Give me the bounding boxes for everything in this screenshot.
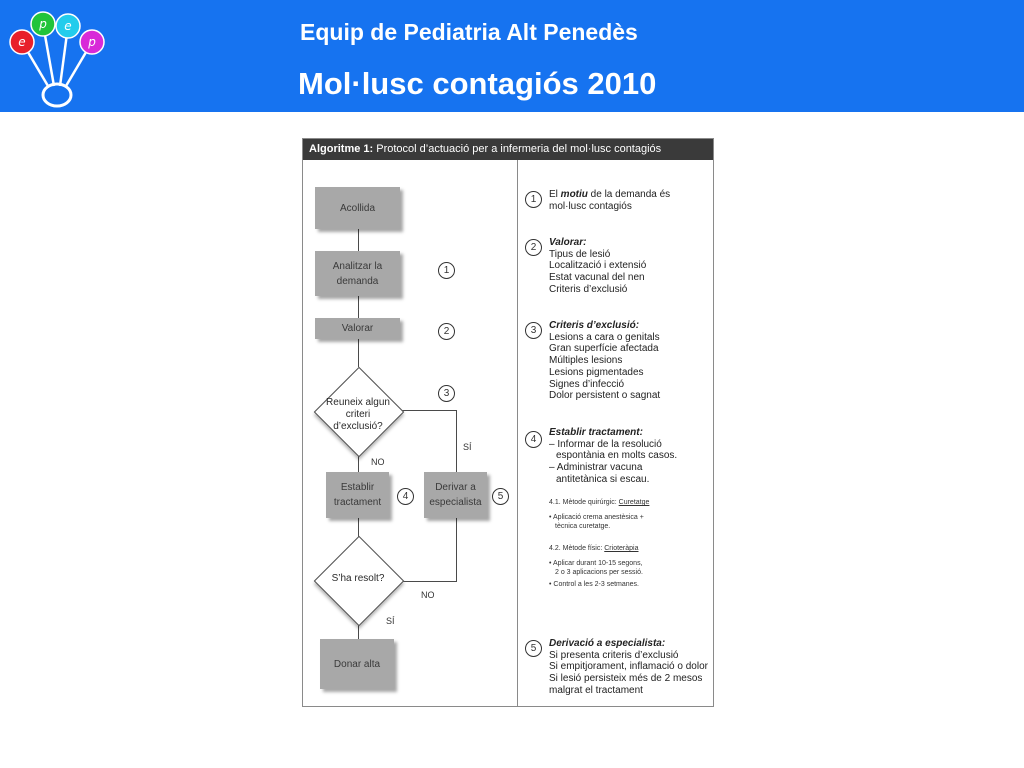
section-heading: Criteris d’exclusió: <box>549 320 640 331</box>
svg-text:e: e <box>18 35 26 49</box>
method-quirurgic <box>549 498 649 532</box>
algorithm-title-bar <box>303 139 713 160</box>
flow-box-analitzar: Analitzar la demanda <box>315 251 400 296</box>
step-number-1: 1 <box>438 262 455 279</box>
algorithm-document <box>302 138 714 707</box>
section-line: Lesions pigmentades <box>549 366 644 378</box>
section-line: espontània en molts casos. <box>556 450 678 462</box>
decision-text-resolt: S’ha resolt? <box>331 573 385 584</box>
label-si: SÍ <box>386 616 395 626</box>
motiu-pre: El <box>549 189 561 200</box>
section-line: antitetànica si escau. <box>556 473 650 485</box>
connector-line <box>358 296 359 318</box>
method-name: Crioteràpia <box>604 545 639 552</box>
section-line: Múltiples lesions <box>549 355 623 367</box>
section-line: – Informar de la resolució <box>549 438 662 450</box>
section-line: Lesions a cara o genitals <box>549 331 660 343</box>
section-line: Localització i extensió <box>549 260 647 272</box>
header-subtitle: Equip de Pediatria Alt Penedès <box>300 19 638 45</box>
connector-line <box>358 339 359 367</box>
method-fisic <box>549 544 643 589</box>
section-derivacio <box>549 638 708 697</box>
section-line: – Administrar vacuna <box>549 462 643 474</box>
flow-box-establir: Establir tractament <box>326 472 389 518</box>
method-line: 2 o 3 aplicacions per sessió. <box>555 569 643 576</box>
method-name: Curetatge <box>618 499 650 506</box>
step-number-2: 2 <box>525 239 542 256</box>
step-number-4: 4 <box>397 488 414 505</box>
motiu-post: de la demanda és <box>587 189 671 200</box>
section-line: Criteris d’exclusió <box>549 283 628 295</box>
connector-line <box>358 229 359 251</box>
page-title: Mol·lusc contagiós 2010 <box>298 66 657 101</box>
step-number-1: 1 <box>525 191 542 208</box>
motiu-bold: motiu <box>560 189 588 200</box>
step-number-3: 3 <box>438 385 455 402</box>
connector-line <box>358 625 359 639</box>
connector-line <box>402 581 457 582</box>
connector-line <box>456 518 457 581</box>
section-line: Si empitjorament, inflamació o dolor <box>549 661 708 673</box>
motiu-line-2: mol·lusc contagiós <box>549 200 632 212</box>
step-number-5: 5 <box>492 488 509 505</box>
step-number-3: 3 <box>525 322 542 339</box>
flow-box-donar-alta: Donar alta <box>320 639 394 689</box>
section-heading: Derivació a especialista: <box>549 638 666 649</box>
column-divider <box>517 160 518 706</box>
flow-box-valorar: Valorar <box>315 318 400 339</box>
section-criteris <box>549 320 660 402</box>
flow-box-derivar: Derivar a especialista <box>424 472 487 518</box>
label-no: NO <box>421 590 435 600</box>
section-line: Gran superfície afectada <box>549 343 659 355</box>
motiu-line-1 <box>549 189 670 201</box>
section-line: Signes d’infecció <box>549 378 625 390</box>
section-line: Estat vacunal del nen <box>549 272 645 284</box>
section-line: Si presenta criteris d’exclusió <box>549 649 679 661</box>
section-tractament <box>549 427 677 486</box>
step-number-2: 2 <box>438 323 455 340</box>
connector-line <box>402 410 457 411</box>
method-line: • Aplicar durant 10-15 segons, <box>549 559 643 567</box>
section-heading: Valorar: <box>549 237 587 248</box>
method-line: tècnica curetatge. <box>555 523 611 530</box>
decision-text-exclusio: Reuneix algun criteri d’exclusió? <box>326 397 390 432</box>
section-valorar <box>549 237 646 296</box>
step-number-4: 4 <box>525 431 542 448</box>
section-line: Tipus de lesió <box>549 248 611 260</box>
method-title: 4.2. Mètode físic: <box>549 545 605 552</box>
method-line: • Control a les 2-3 setmanes. <box>549 580 639 588</box>
flow-box-acollida: Acollida <box>315 187 400 229</box>
step-number-5: 5 <box>525 640 542 657</box>
section-line: malgrat el tractament <box>549 684 643 696</box>
section-heading: Establir tractament: <box>549 427 643 438</box>
label-no: NO <box>371 457 385 467</box>
method-title: 4.1. Mètode quirúrgic: <box>549 499 619 506</box>
epap-logo <box>0 0 112 112</box>
section-line: Si lesió persisteix més de 2 mesos <box>549 673 703 685</box>
svg-text:p: p <box>39 17 47 31</box>
label-si: SÍ <box>463 442 472 452</box>
section-line: Dolor persistent o sagnat <box>549 390 661 402</box>
connector-line <box>456 410 457 472</box>
algorithm-title-bold: Algoritme 1: <box>309 143 374 155</box>
section-motiu <box>549 189 670 212</box>
svg-text:p: p <box>88 35 96 49</box>
header-banner <box>0 0 1024 112</box>
svg-text:e: e <box>64 19 72 33</box>
algorithm-title-text: Protocol d’actuació per a infermeria del mol·lusc contagiós <box>373 143 662 155</box>
method-line: • Aplicació crema anestèsica + <box>549 513 644 521</box>
